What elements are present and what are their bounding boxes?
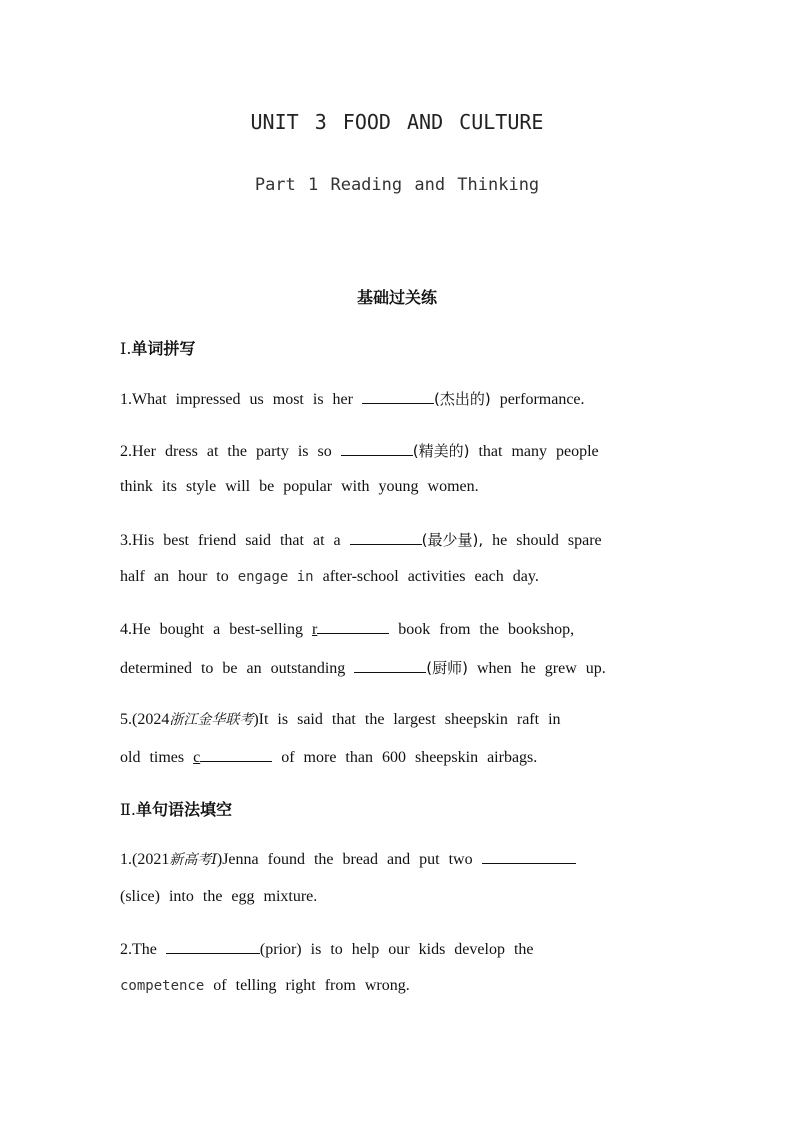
word-hint: (prior) <box>259 941 302 958</box>
question-text: he should spare <box>492 532 602 549</box>
part-title: Part 1 Reading and Thinking <box>254 175 540 195</box>
question-1-4-line2 <box>120 657 606 678</box>
question-text: )It is said that the largest sheepskin raft in <box>253 711 561 728</box>
question-1-5 <box>120 709 561 729</box>
question-1-3 <box>120 529 602 550</box>
answer-blank[interactable] <box>166 939 260 954</box>
question-text: 3.His best friend said that at a <box>120 532 341 549</box>
question-text: )Jenna found the bread and put two <box>216 851 473 868</box>
answer-blank[interactable] <box>317 619 389 634</box>
section-title: 单句语法填空 <box>135 800 232 819</box>
unit-title: UNIT 3 FOOD AND CULTURE <box>250 110 544 134</box>
question-text: 5.(2024 <box>120 711 170 728</box>
question-text: half an hour to <box>120 568 229 585</box>
question-1-2-line2: think its style will be popular with young women. <box>120 478 479 495</box>
question-text: book from the bookshop, <box>398 621 575 638</box>
answer-blank[interactable] <box>482 849 576 864</box>
question-1-3-line2 <box>120 568 539 586</box>
question-text: of more than 600 sheepskin airbags. <box>281 749 538 766</box>
question-2-2 <box>120 939 534 959</box>
question-text: after-school activities each day. <box>322 568 539 585</box>
word-competence: competence <box>120 978 205 994</box>
chinese-hint: (杰出的) <box>433 390 491 408</box>
answer-blank[interactable] <box>362 389 434 404</box>
answer-blank[interactable] <box>350 530 422 545</box>
question-1-4 <box>120 619 574 639</box>
question-text: 4.He bought a best-selling <box>120 621 303 638</box>
question-1-1 <box>120 388 585 409</box>
section-numeral: Ⅱ. <box>120 800 136 819</box>
source-label: 新高考Ⅰ <box>169 852 217 868</box>
question-text: performance. <box>499 391 585 408</box>
question-2-2-line2 <box>120 977 410 995</box>
answer-blank[interactable] <box>200 747 272 762</box>
question-text: is to help our kids develop the <box>310 941 534 958</box>
question-text: that many people <box>478 443 599 460</box>
chinese-hint: (最少量), <box>421 531 484 549</box>
question-2-1 <box>120 849 576 869</box>
question-text: 1.What impressed us most is her <box>120 391 353 408</box>
section-heading-word-spelling <box>120 336 195 359</box>
question-text: old times <box>120 749 185 766</box>
question-text: 1.(2021 <box>120 851 170 868</box>
question-text: determined to be an outstanding <box>120 660 346 677</box>
question-1-2 <box>120 440 599 461</box>
source-label: 浙江金华联考 <box>169 712 254 728</box>
answer-blank[interactable] <box>341 441 413 456</box>
exercise-title: 基础过关练 <box>356 288 437 307</box>
question-text: 2.The <box>120 941 157 958</box>
question-text: 2.Her dress at the party is so <box>120 443 332 460</box>
question-1-5-line2 <box>120 747 537 767</box>
chinese-hint: (厨师) <box>426 659 468 677</box>
section-numeral: Ⅰ. <box>120 339 132 358</box>
question-text: when he grew up. <box>477 660 606 677</box>
section-heading-grammar-fill <box>120 797 232 820</box>
initial-letter: c <box>193 749 201 766</box>
section-title: 单词拼写 <box>131 339 196 358</box>
answer-blank[interactable] <box>354 658 426 673</box>
initial-letter: r <box>311 621 318 638</box>
question-text: of telling right from wrong. <box>213 977 410 994</box>
chinese-hint: (精美的) <box>412 442 470 460</box>
question-2-1-line2: (slice) into the egg mixture. <box>120 888 318 905</box>
phrase-engage-in: engage in <box>237 569 314 585</box>
